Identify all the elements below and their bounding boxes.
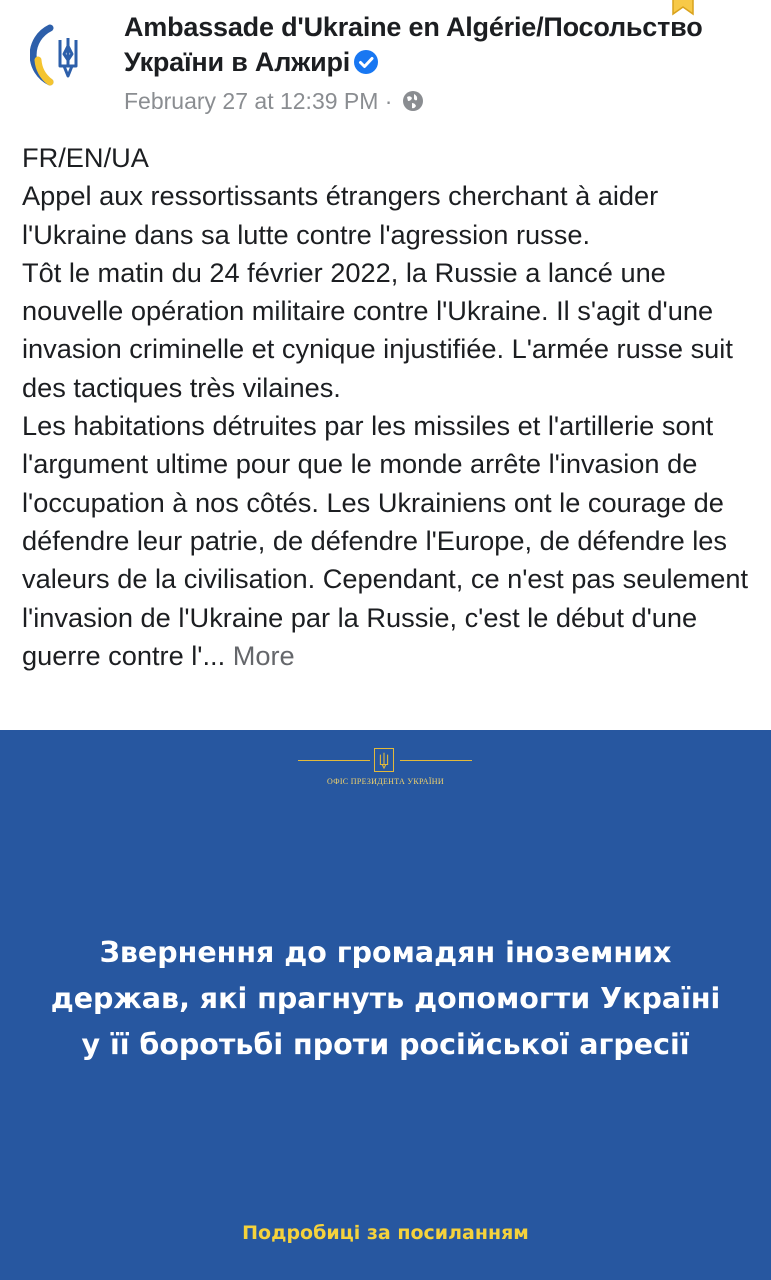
trident-icon (374, 748, 394, 772)
headline-line: держав, які прагнуть допомогти Україні (50, 982, 721, 1015)
office-label: ОФІС ПРЕЗИДЕНТА УКРАЇНИ (327, 777, 444, 786)
image-headline (0, 930, 771, 1068)
bookmark-icon[interactable] (671, 0, 695, 16)
headline-line: Звернення до громадян іноземних (99, 936, 672, 969)
page-name-text[interactable]: Ambassade d'Ukraine en Algérie/Посольство України в Алжирі (124, 12, 703, 77)
president-office-logo (0, 748, 771, 788)
see-more-link[interactable]: More (232, 639, 295, 671)
post-timestamp[interactable]: February 27 at 12:39 PM (124, 88, 379, 114)
post-body-text (22, 139, 757, 675)
post-text-line: FR/EN/UA (22, 142, 149, 173)
headline-line: у її боротьбі проти російської агресії (81, 1028, 690, 1061)
logo-divider-right (400, 760, 472, 761)
image-cta-text: Подробиці за посиланням (242, 1222, 529, 1244)
post-text-line: Les habitations détruites par les missiles et l'artillerie sont l'argument ultime pour que le monde arrête l'invasion de l'occupation à nos côtés. Les Ukrainiens ont le courage de défendre leur patrie, de défendre l'Europe, de défendre les valeurs de la civilisation. Cependant, ce n'est pas seulement l'invasion de l'Ukraine par la Russie, c'est le début d'une guerre contre l'... (22, 410, 749, 671)
page-name-link[interactable] (124, 10, 764, 80)
verified-badge-icon (353, 49, 379, 75)
post-text-line: Tôt le matin du 24 février 2022, la Russie a lancé une nouvelle opération militaire contre l'Ukraine. Il s'agit d'une invasion criminelle et cynique injustifiée. L'armée russe suit des tactiques très vilaines. (22, 256, 733, 403)
page-avatar[interactable] (30, 20, 100, 90)
post-meta (124, 86, 424, 116)
logo-divider-left (298, 760, 370, 761)
post-image[interactable] (0, 730, 771, 1280)
globe-icon[interactable] (402, 90, 424, 112)
trident-icon (60, 38, 76, 76)
post-text-paragraph-last (22, 407, 757, 675)
post-header (0, 0, 771, 130)
post-text-line: Appel aux ressortissants étrangers cherchant à aider l'Ukraine dans sa lutte contre l'agression russe. (22, 180, 659, 250)
meta-separator: · (378, 88, 399, 114)
